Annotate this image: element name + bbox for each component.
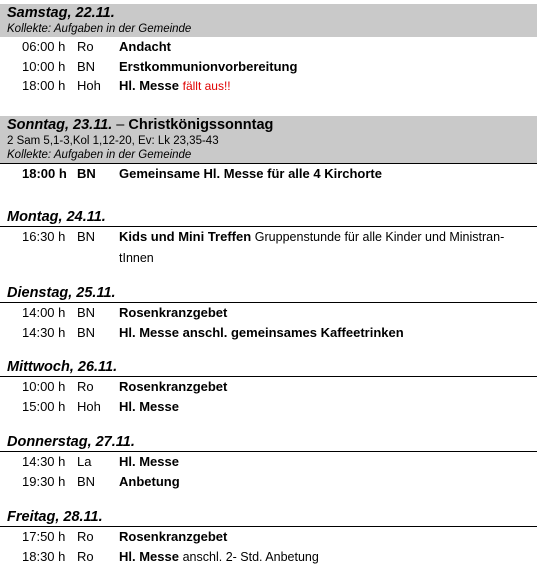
day-title: Donnerstag, 27.11. [7,434,135,450]
entry-time: 17:50 h [22,529,66,544]
entry-place: BN [77,166,96,181]
day-monday [0,208,537,268]
day-friday [0,508,537,567]
entry-time: 16:30 h [22,229,66,244]
day-title: Freitag, 28.11. [7,509,103,525]
entry-place: Hoh [77,398,101,414]
schedule-entry [0,452,537,472]
schedule-entry [0,377,537,397]
entry-time: 15:00 h [22,398,66,414]
feast-name: Christkönigssonntag [128,117,274,133]
collection-note: Kollekte: Aufgaben in der Gemeinde [7,23,192,35]
entry-title: Hl. Messe [119,548,179,564]
entry-title: Hl. Messe [119,78,179,93]
collection-note: Kollekte: Aufgaben in der Gemeinde [7,149,192,161]
entry-place: La [77,454,92,469]
day-header [0,508,537,527]
entry-title: Kids und Mini Treffen [119,229,252,244]
entry-time: 14:30 h [22,454,66,469]
day-header [0,208,537,227]
entry-title: Hl. Messe [119,398,179,414]
schedule-entry [0,227,537,268]
day-title: Dienstag, 25.11. [7,285,116,301]
entry-time: 18:00 h [22,166,67,181]
schedule-entry [0,472,537,492]
schedule-entry [0,303,537,323]
day-thursday [0,433,537,491]
entry-place: BN [77,473,96,489]
entry-title: Anbetung [119,473,180,489]
entry-place: Ro [77,529,94,544]
entry-title: Hl. Messe [119,454,179,469]
day-sunday [0,116,537,184]
schedule-entry [0,527,537,547]
schedule-entry [0,547,537,567]
day-title: Mittwoch, 26.11. [7,359,118,375]
entry-time: 18:00 h [22,78,66,93]
day-header [0,433,537,452]
entry-title: Rosenkranzgebet [119,379,228,394]
schedule-entry [0,164,537,184]
day-title: Samstag, 22.11. [7,5,115,21]
schedule-entry [0,37,537,57]
entry-place: BN [77,58,96,74]
entry-note: Gruppenstunde für alle Kinder und Ministran-tInnen [119,230,505,265]
schedule-entry [0,323,537,343]
title-dash: – [116,117,125,133]
entry-note: anschl. 2- Std. Anbetung [182,549,319,564]
day-title: Montag, 24.11. [7,209,106,225]
entry-time: 14:30 h [22,324,66,340]
day-wednesday [0,358,537,416]
entry-time: 10:00 h [22,58,66,74]
day-saturday [0,4,537,97]
entry-place: Ro [77,379,94,394]
entry-place: Hoh [77,78,101,93]
day-header [0,116,537,163]
entry-title: Gemeinsame Hl. Messe für alle 4 Kirchorte [119,166,382,181]
schedule-entry [0,76,537,97]
entry-place: Ro [77,548,94,564]
entry-time: 19:30 h [22,473,66,489]
entry-title: Rosenkranzgebet [119,529,228,544]
schedule-entry [0,397,537,417]
entry-place: BN [77,229,96,244]
day-date: Sonntag, 23.11. [7,117,113,133]
cancelled-note: fällt aus!! [182,79,231,93]
entry-place: BN [77,305,96,320]
day-header [0,358,537,377]
entry-title: Andacht [119,39,171,54]
entry-title: Erstkommunionvorbereitung [119,58,298,74]
entry-time: 14:00 h [22,305,66,320]
entry-time: 18:30 h [22,548,66,564]
entry-time: 10:00 h [22,379,66,394]
entry-time: 06:00 h [22,39,66,54]
entry-place: BN [77,324,96,340]
entry-title: Rosenkranzgebet [119,305,228,320]
day-title [7,116,537,134]
entry-place: Ro [77,39,94,54]
day-header [0,4,537,37]
entry-title: Hl. Messe anschl. gemeinsames Kaffeetrinken [119,324,404,340]
schedule-entry [0,57,537,77]
bible-readings: 2 Sam 5,1-3,Kol 1,12-20, Ev: Lk 23,35-43 [7,135,219,147]
day-header [0,284,537,303]
day-tuesday [0,284,537,342]
